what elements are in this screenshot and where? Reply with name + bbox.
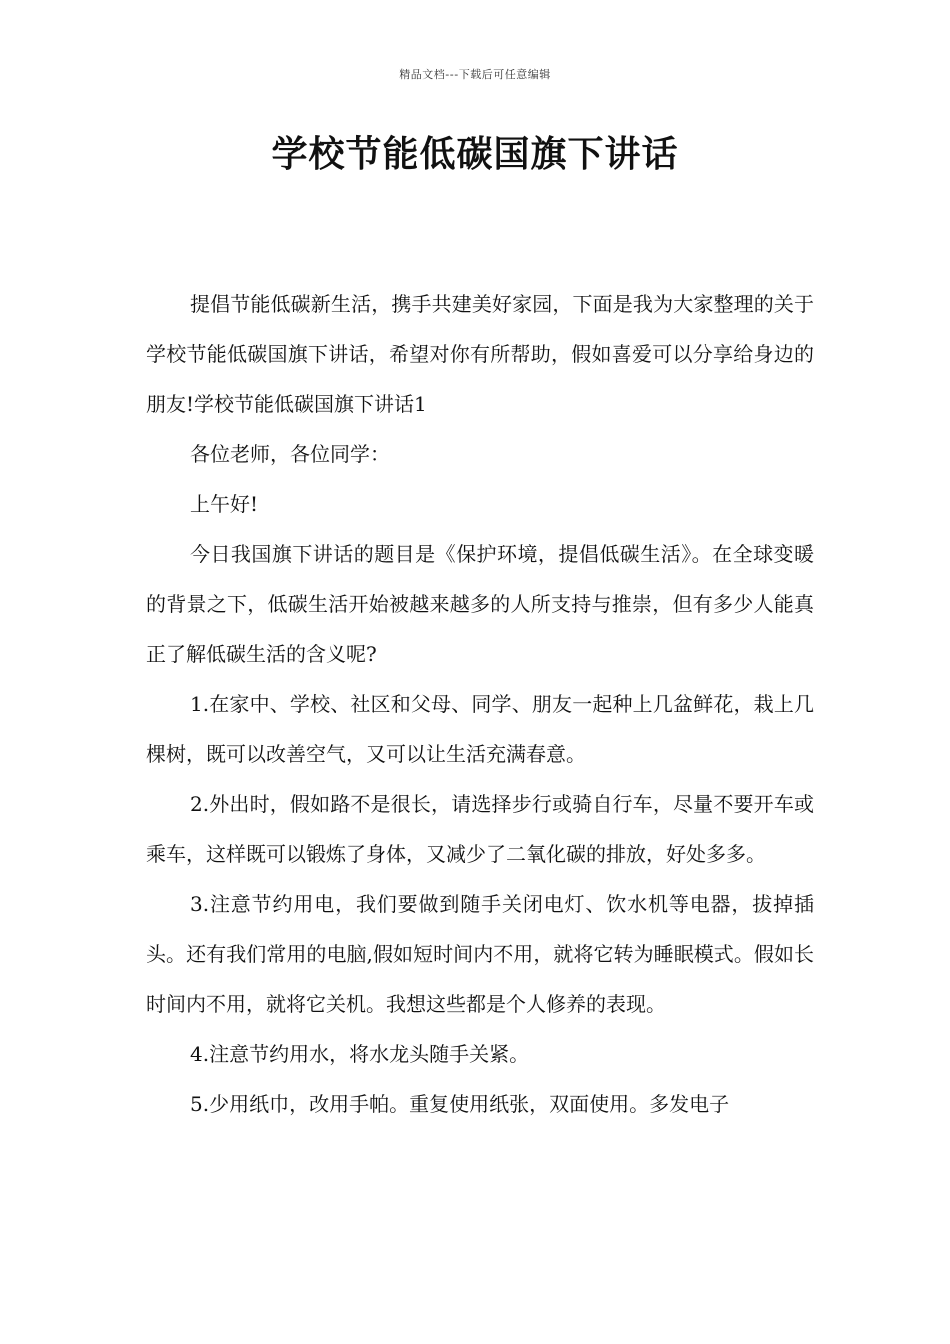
paragraph-intro: 提倡节能低碳新生活，携手共建美好家园，下面是我为大家整理的关于学校节能低碳国旗下讲话，希望对你有所帮助，假如喜爱可以分享给身边的朋友!学校节能低碳国旗下讲话1 xyxy=(146,292,814,416)
header-note: 精品文档---下载后可任意编辑 xyxy=(399,68,551,81)
document-body xyxy=(146,279,814,1129)
paragraph-item-5: 5.少用纸巾，改用手帕。重复使用纸张，双面使用。多发电子 xyxy=(190,1092,730,1116)
paragraph-item-1: 1.在家中、学校、社区和父母、同学、朋友一起种上几盆鲜花，栽上几棵树，既可以改善空气，又可以让生活充满春意。 xyxy=(146,692,814,766)
document-title: 学校节能低碳国旗下讲话 xyxy=(271,134,679,175)
paragraph-item-2: 2.外出时，假如路不是很长，请选择步行或骑自行车，尽量不要开车或乘车，这样既可以锻炼了身体，又减少了二氧化碳的排放，好处多多。 xyxy=(146,792,814,866)
paragraph-greeting-audience: 各位老师，各位同学： xyxy=(190,442,390,466)
paragraph-greeting-morning: 上午好! xyxy=(190,492,259,516)
paragraph-item-4: 4.注意节约用水，将水龙头随手关紧。 xyxy=(190,1042,530,1066)
paragraph-topic: 今日我国旗下讲话的题目是《保护环境，提倡低碳生活》。在全球变暖的背景之下，低碳生活开始被越来越多的人所支持与推崇，但有多少人能真正了解低碳生活的含义呢? xyxy=(146,542,814,666)
paragraph-item-3: 3.注意节约用电，我们要做到随手关闭电灯、饮水机等电器，拔掉插头。还有我们常用的电脑,假如短时间内不用，就将它转为睡眠模式。假如长时间内不用，就将它关机。我想这些都是个人修养的表现。 xyxy=(146,892,814,1016)
